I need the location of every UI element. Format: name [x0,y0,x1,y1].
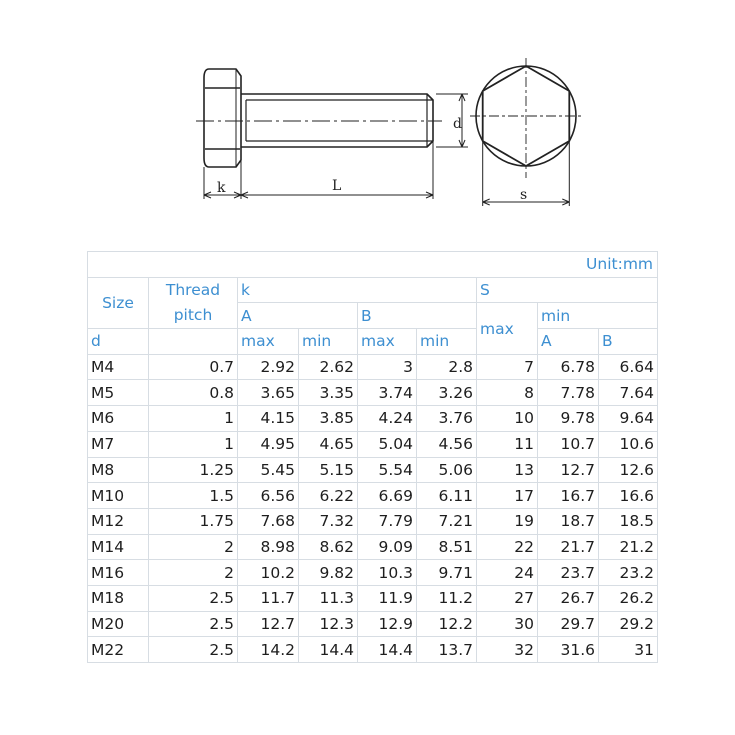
table-row [88,560,658,586]
cell-pitch: 2.5 [149,637,238,663]
bolt-head-side-view [204,69,241,167]
label-k: k [217,180,226,196]
header-empty [149,329,238,355]
cell-s-max: 17 [477,483,538,509]
cell-k-b-max: 12.9 [358,611,417,637]
cell-k-a-min: 4.65 [299,431,358,457]
cell-k-b-min: 5.06 [417,457,477,483]
cell-k-a-max: 3.65 [238,380,299,406]
cell-pitch: 2 [149,560,238,586]
cell-size: M7 [88,431,149,457]
cell-s-min-a: 23.7 [538,560,599,586]
cell-size: M18 [88,585,149,611]
header-k-a-min: min [299,329,358,355]
spec-table-body [88,354,658,662]
header-size: Size [88,277,149,328]
cell-k-b-min: 13.7 [417,637,477,663]
header-s: S [477,277,658,303]
bolt-spec-table [87,251,658,663]
cell-k-a-min: 11.3 [299,585,358,611]
cell-s-min-a: 6.78 [538,354,599,380]
header-k-b-max: max [358,329,417,355]
cell-k-a-min: 6.22 [299,483,358,509]
cell-s-min-b: 7.64 [599,380,658,406]
cell-pitch: 1.25 [149,457,238,483]
cell-pitch: 1.5 [149,483,238,509]
cell-k-a-min: 9.82 [299,560,358,586]
cell-s-max: 30 [477,611,538,637]
cell-k-b-min: 6.11 [417,483,477,509]
cell-k-b-max: 5.54 [358,457,417,483]
bolt-head-end-view [470,58,582,178]
cell-s-max: 27 [477,585,538,611]
unit-row [88,252,658,278]
table-row [88,406,658,432]
cell-k-a-max: 12.7 [238,611,299,637]
header-row-1 [88,277,658,303]
cell-s-max: 32 [477,637,538,663]
cell-k-b-max: 7.79 [358,508,417,534]
cell-s-min-b: 31 [599,637,658,663]
cell-size: M8 [88,457,149,483]
cell-pitch: 1 [149,431,238,457]
header-d: d [88,329,149,355]
cell-s-max: 10 [477,406,538,432]
cell-s-min-a: 21.7 [538,534,599,560]
header-s-min-b: B [599,329,658,355]
cell-pitch: 1 [149,406,238,432]
cell-k-b-max: 11.9 [358,585,417,611]
cell-s-min-b: 16.6 [599,483,658,509]
cell-s-min-a: 16.7 [538,483,599,509]
cell-k-a-max: 4.95 [238,431,299,457]
cell-k-a-max: 6.56 [238,483,299,509]
cell-k-a-max: 4.15 [238,406,299,432]
cell-pitch: 2.5 [149,611,238,637]
cell-k-b-max: 5.04 [358,431,417,457]
cell-k-a-max: 5.45 [238,457,299,483]
cell-k-b-min: 11.2 [417,585,477,611]
cell-pitch: 0.7 [149,354,238,380]
table-row [88,457,658,483]
cell-s-min-b: 12.6 [599,457,658,483]
header-thread: Thread [165,280,221,299]
cell-s-min-b: 10.6 [599,431,658,457]
cell-k-a-max: 10.2 [238,560,299,586]
unit-label: Unit:mm [88,252,658,278]
cell-k-b-max: 14.4 [358,637,417,663]
header-k: k [238,277,477,303]
cell-k-b-min: 2.8 [417,354,477,380]
table-row [88,483,658,509]
cell-size: M20 [88,611,149,637]
header-pitch: pitch [173,305,213,324]
cell-k-b-min: 3.76 [417,406,477,432]
cell-pitch: 1.75 [149,508,238,534]
table-row [88,380,658,406]
cell-k-b-max: 3 [358,354,417,380]
cell-k-a-max: 7.68 [238,508,299,534]
cell-k-a-max: 2.92 [238,354,299,380]
cell-k-a-min: 2.62 [299,354,358,380]
table-row [88,354,658,380]
table-row [88,637,658,663]
cell-s-max: 24 [477,560,538,586]
cell-s-min-b: 6.64 [599,354,658,380]
cell-size: M22 [88,637,149,663]
header-s-min: min [538,303,658,329]
cell-k-a-min: 8.62 [299,534,358,560]
cell-k-b-min: 9.71 [417,560,477,586]
cell-k-a-min: 14.4 [299,637,358,663]
cell-s-min-b: 18.5 [599,508,658,534]
cell-k-b-max: 3.74 [358,380,417,406]
label-d: d [453,116,462,132]
cell-k-b-min: 12.2 [417,611,477,637]
cell-k-b-min: 4.56 [417,431,477,457]
header-s-max: max [477,303,538,354]
cell-k-a-max: 8.98 [238,534,299,560]
table-row [88,431,658,457]
table-row [88,611,658,637]
table-row [88,585,658,611]
table-row [88,508,658,534]
cell-s-min-b: 29.2 [599,611,658,637]
label-l: L [332,178,342,194]
cell-s-min-a: 12.7 [538,457,599,483]
cell-s-min-b: 26.2 [599,585,658,611]
cell-k-a-min: 12.3 [299,611,358,637]
label-s: s [520,187,528,203]
table-row [88,534,658,560]
cell-s-min-a: 9.78 [538,406,599,432]
cell-size: M6 [88,406,149,432]
header-k-b: B [358,303,477,329]
dimension-d [436,94,468,147]
cell-s-max: 7 [477,354,538,380]
header-k-a-max: max [238,329,299,355]
cell-size: M5 [88,380,149,406]
cell-size: M14 [88,534,149,560]
cell-s-min-a: 26.7 [538,585,599,611]
cell-k-b-min: 3.26 [417,380,477,406]
cell-pitch: 2 [149,534,238,560]
cell-k-a-min: 7.32 [299,508,358,534]
header-row-3 [88,329,658,355]
cell-k-b-max: 6.69 [358,483,417,509]
cell-size: M4 [88,354,149,380]
cell-pitch: 2.5 [149,585,238,611]
cell-k-a-min: 3.35 [299,380,358,406]
cell-pitch: 0.8 [149,380,238,406]
header-k-b-min: min [417,329,477,355]
header-thread-pitch [149,277,238,328]
cell-k-a-max: 14.2 [238,637,299,663]
cell-k-b-min: 8.51 [417,534,477,560]
header-k-a: A [238,303,358,329]
cell-size: M16 [88,560,149,586]
cell-s-min-b: 9.64 [599,406,658,432]
cell-s-max: 19 [477,508,538,534]
cell-size: M12 [88,508,149,534]
cell-s-min-a: 29.7 [538,611,599,637]
cell-size: M10 [88,483,149,509]
cell-s-max: 22 [477,534,538,560]
cell-s-max: 13 [477,457,538,483]
cell-k-b-max: 9.09 [358,534,417,560]
cell-s-min-a: 7.78 [538,380,599,406]
cell-k-b-min: 7.21 [417,508,477,534]
bolt-shank [241,94,433,147]
cell-k-a-min: 5.15 [299,457,358,483]
header-s-min-a: A [538,329,599,355]
bolt-technical-drawing [0,0,735,250]
cell-s-max: 11 [477,431,538,457]
cell-s-max: 8 [477,380,538,406]
cell-s-min-b: 21.2 [599,534,658,560]
cell-k-b-max: 10.3 [358,560,417,586]
cell-k-a-min: 3.85 [299,406,358,432]
cell-s-min-a: 18.7 [538,508,599,534]
cell-s-min-a: 10.7 [538,431,599,457]
cell-k-a-max: 11.7 [238,585,299,611]
cell-s-min-b: 23.2 [599,560,658,586]
cell-s-min-a: 31.6 [538,637,599,663]
cell-k-b-max: 4.24 [358,406,417,432]
